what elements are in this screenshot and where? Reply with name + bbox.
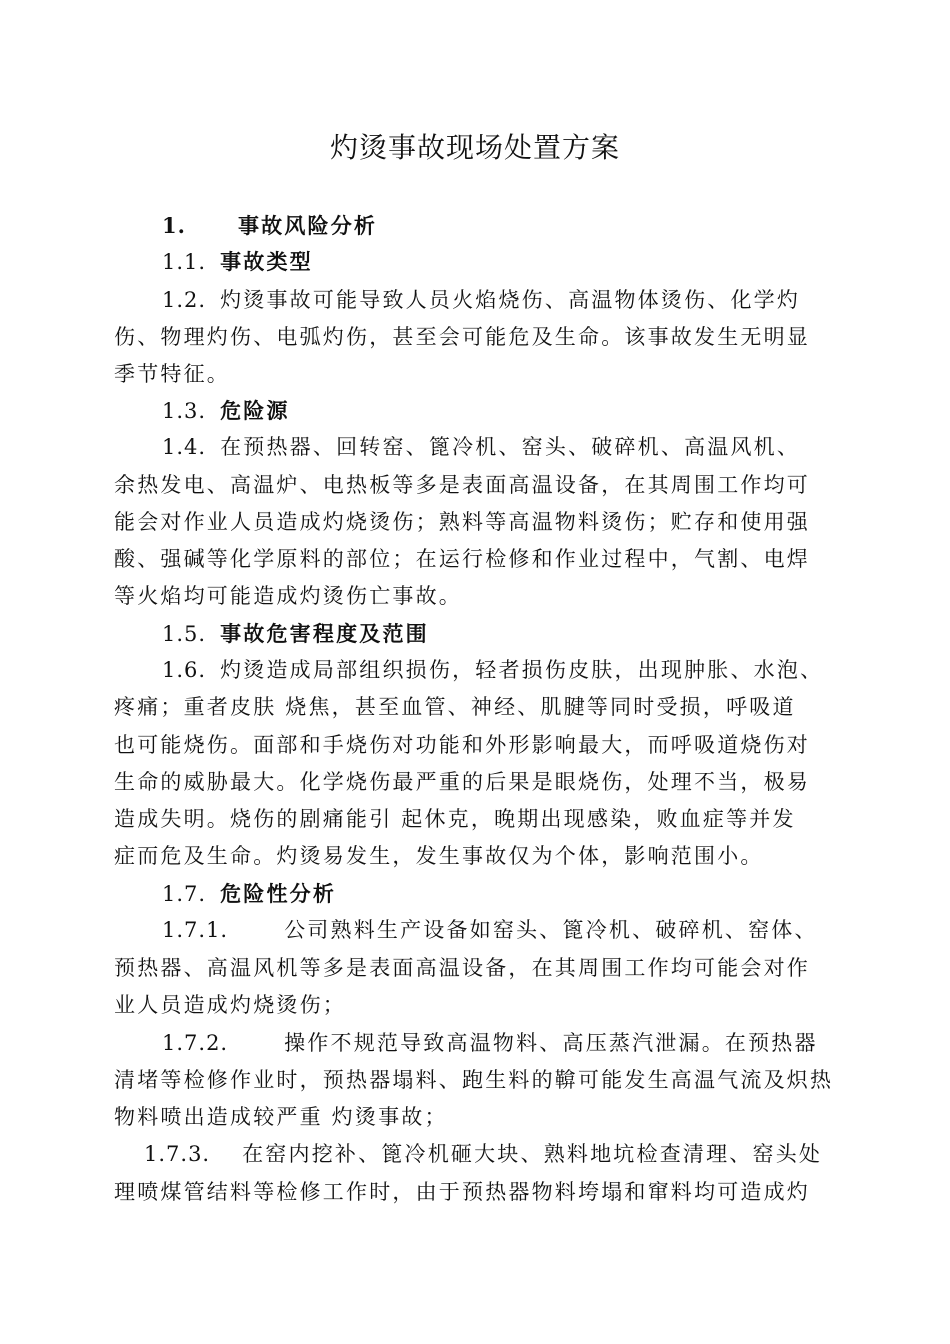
paragraph-text: 在窑内挖补、篦冷机砸大块、熟料地坑检查清理、窑头处 [242,1142,823,1166]
paragraph-number: 1.6. [162,658,207,682]
paragraph-1-4-line: 等火焰均可能造成灼烫伤亡事故。 [114,584,462,608]
paragraph-1-7-1-line [114,912,892,948]
paragraph-1-4-line: 能会对作业人员造成灼烧烫伤；熟料等高温物料烫伤；贮存和使用强 [114,510,810,534]
paragraph-text: 公司熟料生产设备如窑头、篦冷机、破碎机、窑体、 [284,918,818,942]
section-title: 危险源 [220,398,290,423]
paragraph-text: 灼烫事故可能导致人员火焰烧伤、高温物体烫伤、化学灼 [220,288,801,312]
section-heading-1 [114,208,892,244]
section-title: 事故危害程度及范围 [220,621,429,646]
paragraph-number: 1.7.3. [144,1142,211,1166]
paragraph-number: 1.7.2. [162,1031,229,1055]
paragraph-number: 1.7.1. [162,918,229,942]
paragraph-1-6-line [114,652,892,688]
section-heading-1-3 [114,393,892,429]
section-heading-1-5 [114,616,892,652]
section-number: 1. [162,213,186,238]
paragraph-1-7-3-line [114,1136,874,1172]
paragraph-number: 1.4. [162,435,207,459]
section-title: 事故类型 [220,249,313,274]
paragraph-text: 在预热器、回转窑、篦冷机、窑头、破碎机、高温风机、 [220,435,801,459]
paragraph-1-7-1-line: 业人员造成灼烧烫伤； [114,993,346,1017]
paragraph-1-4-line: 酸、强碱等化学原料的部位；在运行检修和作业过程中，气割、电焊 [114,547,810,571]
paragraph-1-2-line: 伤、物理灼伤、电弧灼伤，甚至会可能危及生命。该事故发生无明显 [114,325,810,349]
section-number: 1.5. [162,622,207,646]
document-title: 灼烫事故现场处置方案 [329,131,620,164]
paragraph-1-7-2-line [114,1025,892,1061]
section-title: 事故风险分析 [237,213,378,238]
section-heading-1-7 [114,876,892,912]
paragraph-text: 灼烫造成局部组织损伤，轻者损伤皮肤，出现肿胀、水泡、 [220,658,824,682]
section-number: 1.3. [162,399,207,423]
paragraph-1-4-line: 余热发电、高温炉、电热板等多是表面高温设备，在其周围工作均可 [114,473,810,497]
paragraph-1-6-line: 生命的威胁最大。化学烧伤最严重的后果是眼烧伤，处理不当，极易 [114,770,810,794]
section-number: 1.7. [162,882,207,906]
paragraph-1-6-line: 症而危及生命。灼烫易发生，发生事故仅为个体，影响范围小。 [114,844,764,868]
paragraph-1-6-line: 造成失明。烧伤的剧痛能引 起休克，晚期出现感染，败血症等并发 [114,807,796,831]
paragraph-1-7-1-line: 预热器、高温风机等多是表面高温设备，在其周围工作均可能会对作 [114,956,810,980]
paragraph-1-2-line: 季节特征。 [114,362,230,386]
section-title: 危险性分析 [220,881,337,906]
paragraph-number: 1.2. [162,288,207,312]
paragraph-1-2-line [114,282,892,318]
paragraph-1-4-line [114,429,892,465]
paragraph-1-7-2-line: 清堵等检修作业时，预热器塌料、跑生料的鞥可能发生高温气流及炽热 [114,1068,834,1092]
paragraph-text: 操作不规范导致高温物料、高压蒸汽泄漏。在预热器 [284,1031,818,1055]
paragraph-1-6-line: 疼痛；重者皮肤 烧焦，甚至血管、神经、肌腱等同时受损，呼吸道 [114,695,796,719]
paragraph-1-6-line: 也可能烧伤。面部和手烧伤对功能和外形影响最大，而呼吸道烧伤对 [114,733,810,757]
paragraph-1-7-3-line: 理喷煤管结料等检修工作时，由于预热器物料垮塌和窜料均可造成灼 [114,1180,810,1204]
section-number: 1.1. [162,250,207,274]
section-heading-1-1 [114,244,892,280]
paragraph-1-7-2-line: 物料喷出造成较严重 灼烫事故； [114,1105,448,1129]
